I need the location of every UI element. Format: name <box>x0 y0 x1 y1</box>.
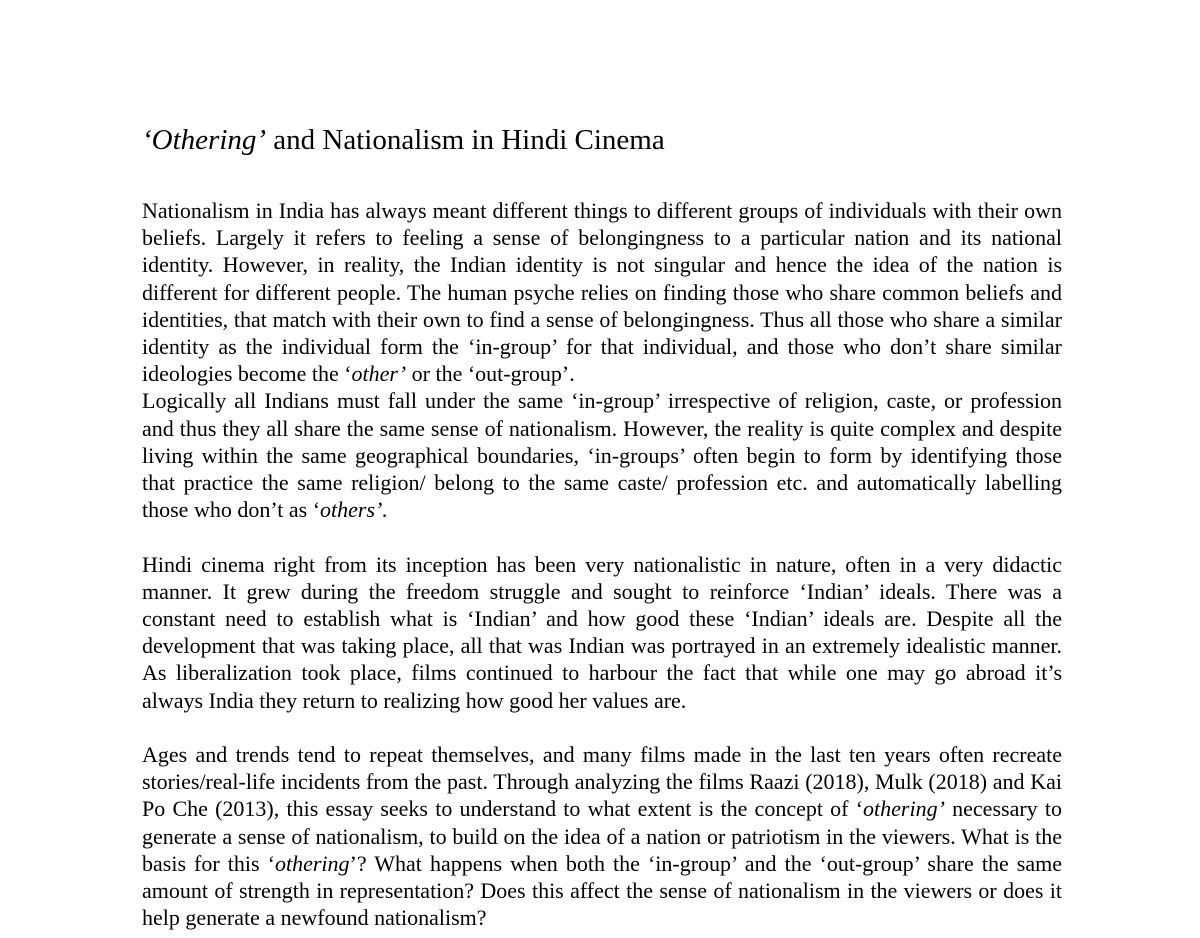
title-rest: and Nationalism in Hindi Cinema <box>266 124 665 156</box>
italic-segment: others’. <box>320 497 388 523</box>
essay-body <box>142 197 1062 931</box>
paragraph-spacer <box>142 714 1062 741</box>
paragraph <box>142 551 1062 714</box>
text-segment: Ages and trends tend to repeat themselves, and many films made in the last ten years often recreate stories/real-life incidents from the past. Through analyzing the films Raazi (2018), Mulk (2018) and Kai Po Che (2013), this essay seeks to understand to what extent is the concept of ‘ <box>142 742 1062 822</box>
paragraph <box>142 741 1062 931</box>
text-segment: necessary to generate a sense of nationalism, to build on the idea of a nation or patriotism in the viewers. What is the basis for this ‘ <box>142 796 1062 876</box>
title-italic-word: ‘Othering’ <box>142 124 267 156</box>
italic-segment: othering <box>274 850 350 876</box>
text-segment: Hindi cinema right from its inception has been very nationalistic in nature, often in a very didactic manner. It grew during the freedom struggle and sought to reinforce ‘Indian’ ideals. There was a constant need to establish what is ‘Indian’ and how good these ‘Indian’ ideals are. Despite all the development that was taking place, all that was Indian was portrayed in an extremely idealistic manner. As liberalization took place, films continued to harbour the fact that while one may go abroad it’s always India they return to realizing how good her values are. <box>142 551 1062 713</box>
paragraph <box>142 387 1062 523</box>
text-segment: ’? What happens when both the ‘in-group’ and the ‘out-group’ share the same amount of strength in representation? Does this affect the sense of nationalism in the viewers or does it help generate a newfound nationalism? <box>142 850 1063 931</box>
paragraph-spacer <box>142 523 1062 550</box>
text-segment: Nationalism in India has always meant different things to different groups of individuals with their own beliefs. Largely it refers to feeling a sense of belongingness to a particular nation and its national identity. However, in reality, the Indian identity is not singular and hence the idea of the nation is different for different people. The human psyche relies on finding those who share common beliefs and identities, that match with their own to find a sense of belongingness. Thus all those who share a similar identity as the individual form the ‘in-group’ for that individual, and those who don’t share similar ideologies become the ‘ <box>142 198 1062 387</box>
paragraph <box>142 197 1062 387</box>
page-title <box>142 122 665 158</box>
italic-segment: other’ <box>351 361 407 387</box>
text-segment: or the ‘out-group’. <box>406 361 575 387</box>
italic-segment: othering’ <box>863 796 945 822</box>
text-segment: Logically all Indians must fall under the same ‘in-group’ irrespective of religion, caste, or profession and thus they all share the same sense of nationalism. However, the reality is quite complex and despite living within the same geographical boundaries, ‘in-groups’ often begin to form by identifying those that practice the same religion/ belong to the same caste/ profession etc. and automatically labelling those who don’t as ‘ <box>142 388 1062 523</box>
